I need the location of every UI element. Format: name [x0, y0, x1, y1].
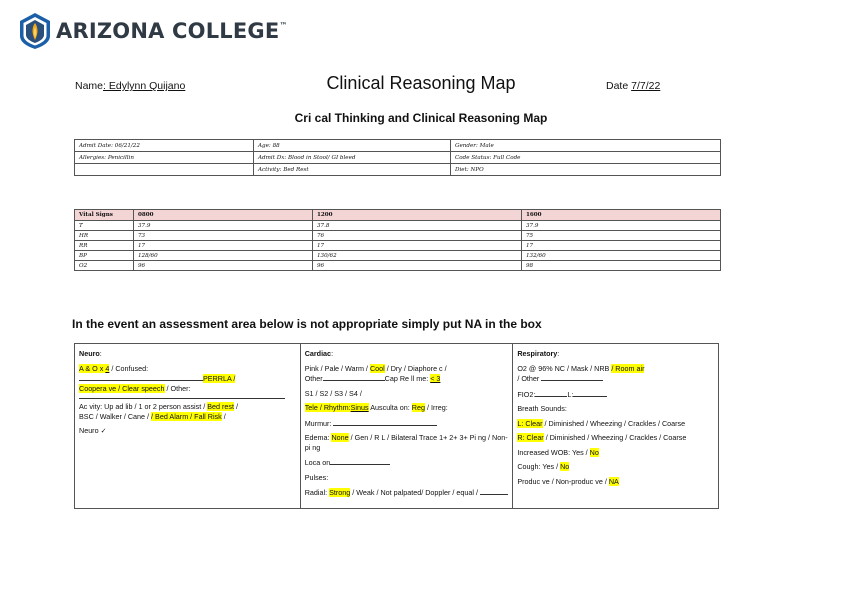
page-title: Clinical Reasoning Map — [326, 73, 516, 93]
ao-value: 4 — [105, 363, 110, 373]
gender-cell: Gender: Male — [451, 140, 721, 152]
edema-none: None — [331, 433, 349, 442]
neuro-section: Neuro: A & O x 4 / Confused: PERRLA / Coopera ve / Clear speech / Other: Ac vity: Up ad lib / 1 or 2 person assist / Bed rest / BSC / Walker / Cane / / Bed Alarm / Fall Risk / Neuro ✓ — [75, 344, 301, 509]
vitals-label: HR — [75, 231, 134, 241]
name-field: Name: Edylynn Quijano — [75, 80, 186, 92]
admit-date-cell: Admit Date: 06/21/22 — [75, 140, 254, 152]
respiratory-section: Respiratory: O2 @ 96% NC / Mask / NRB / Room air / Other FIO2: L: Breath Sounds: L: Clear / Diminished / Wheezing / Crackles / Coarse R: Clear / Diminished / Wheezing / Crackles / Coarse Increased WOB: Yes / No Cough: Yes / No Produc ve / Non-produc ve / NA — [513, 344, 719, 509]
empty-cell — [75, 164, 254, 176]
vitals-value: 37.9 — [522, 221, 721, 231]
vitals-value: 96 — [313, 261, 522, 271]
cardiac-section: Cardiac: Pink / Pale / Warm / Cool / Dry / Diaphore c / Other Cap Re ll me: < 3 S1 / S2 / S3 / S4 / Tele / Rhythm:Sinus Ausculta on: Reg / Irreg: Murmur: Edema: None / Gen / R L / Bilateral Trace 1+ 2+ 3+ Pi ng / Non-pi ng Loca on Pulses: Radial: Strong / Weak / Not palpated/ Doppler / equal / — [300, 344, 513, 509]
cooperative-clear-speech: Coopera ve / Clear speech — [79, 383, 165, 393]
left-lung-clear: L: Clear — [517, 418, 543, 428]
cap-refill-value: < 3 — [430, 374, 441, 383]
productive-na: NA — [608, 476, 619, 486]
vitals-label: T — [75, 221, 134, 231]
vitals-value: 128/60 — [134, 251, 313, 261]
bed-alarm-fall-risk: / Bed Alarm / Fall Risk — [151, 411, 222, 421]
heart-sounds: S1 / S2 / S3 / S4 / — [304, 388, 362, 398]
activity-cell: Activity: Bed Rest — [254, 164, 451, 176]
bed-rest: Bed rest — [207, 402, 235, 411]
vitals-value: 98 — [522, 261, 721, 271]
vitals-label: O2 — [75, 261, 134, 271]
vitals-value: 17 — [134, 241, 313, 251]
vitals-value: 76 — [313, 231, 522, 241]
code-status-cell: Code Status: Full Code — [451, 152, 721, 164]
vitals-label: RR — [75, 241, 134, 251]
vitals-header-cell: 0800 — [134, 210, 313, 221]
vitals-value: 17 — [313, 241, 522, 251]
vitals-row-rr — [75, 241, 721, 251]
vitals-header-row — [75, 210, 721, 221]
sinus: Sinus — [350, 403, 369, 412]
vitals-value: 37.8 — [313, 221, 522, 231]
student-name: : Edylynn Quijano — [103, 80, 186, 92]
divider — [79, 398, 285, 399]
vitals-value: 17 — [522, 241, 721, 251]
cough-no: No — [560, 462, 570, 471]
age-cell: Age: 88 — [254, 140, 451, 152]
admit-dx-cell: Admit Dx: Blood in Stool/ GI bleed — [254, 152, 451, 164]
right-lung-clear: R: Clear — [517, 433, 544, 442]
allergies-cell: Allergies: Penicillin — [75, 152, 254, 164]
vitals-value: 132/60 — [522, 251, 721, 261]
cardiac-title: Cardiac — [304, 349, 332, 358]
vitals-header-cell: 1600 — [522, 210, 721, 221]
respiratory-title: Respiratory — [517, 349, 558, 358]
patient-info-table — [74, 139, 721, 176]
brand-name: ARIZONA COLLEGE™ — [56, 19, 288, 43]
assessment-table — [74, 343, 719, 509]
wob-no: No — [589, 447, 599, 457]
reg: Reg — [411, 403, 425, 412]
strong: Strong — [329, 488, 351, 497]
na-instruction: In the event an assessment area below is not appropriate simply put NA in the box — [72, 317, 542, 331]
neuro-check: Neuro ✓ — [79, 426, 107, 435]
vitals-value: 73 — [134, 231, 313, 241]
vitals-row-t — [75, 221, 721, 231]
cool: Cool — [369, 363, 385, 373]
vitals-header-cell: 1200 — [313, 210, 522, 221]
vitals-row-bp — [75, 251, 721, 261]
vitals-value: 130/62 — [313, 251, 522, 261]
vitals-value: 96 — [134, 261, 313, 271]
map-subtitle: Cri cal Thinking and Clinical Reasoning Map — [294, 111, 548, 125]
breath-sounds: Breath Sounds: — [517, 404, 567, 413]
arizona-college-shield-logo — [18, 12, 52, 50]
vitals-value: 37.9 — [134, 221, 313, 231]
neuro-title: Neuro — [79, 349, 100, 358]
vitals-row-hr — [75, 231, 721, 241]
vitals-value: 75 — [522, 231, 721, 241]
date-value: 7/7/22 — [631, 80, 661, 92]
vitals-label: BP — [75, 251, 134, 261]
vital-signs-table — [74, 209, 721, 271]
perrla: PERRLA / — [203, 374, 236, 383]
vitals-header-cell: Vital Signs — [75, 210, 134, 221]
date-field: Date 7/7/22 — [606, 80, 661, 92]
pulses: Pulses: — [304, 472, 329, 482]
vitals-row-o2 — [75, 261, 721, 271]
diet-cell: Diet: NPO — [451, 164, 721, 176]
room-air: / Room air — [611, 363, 645, 373]
